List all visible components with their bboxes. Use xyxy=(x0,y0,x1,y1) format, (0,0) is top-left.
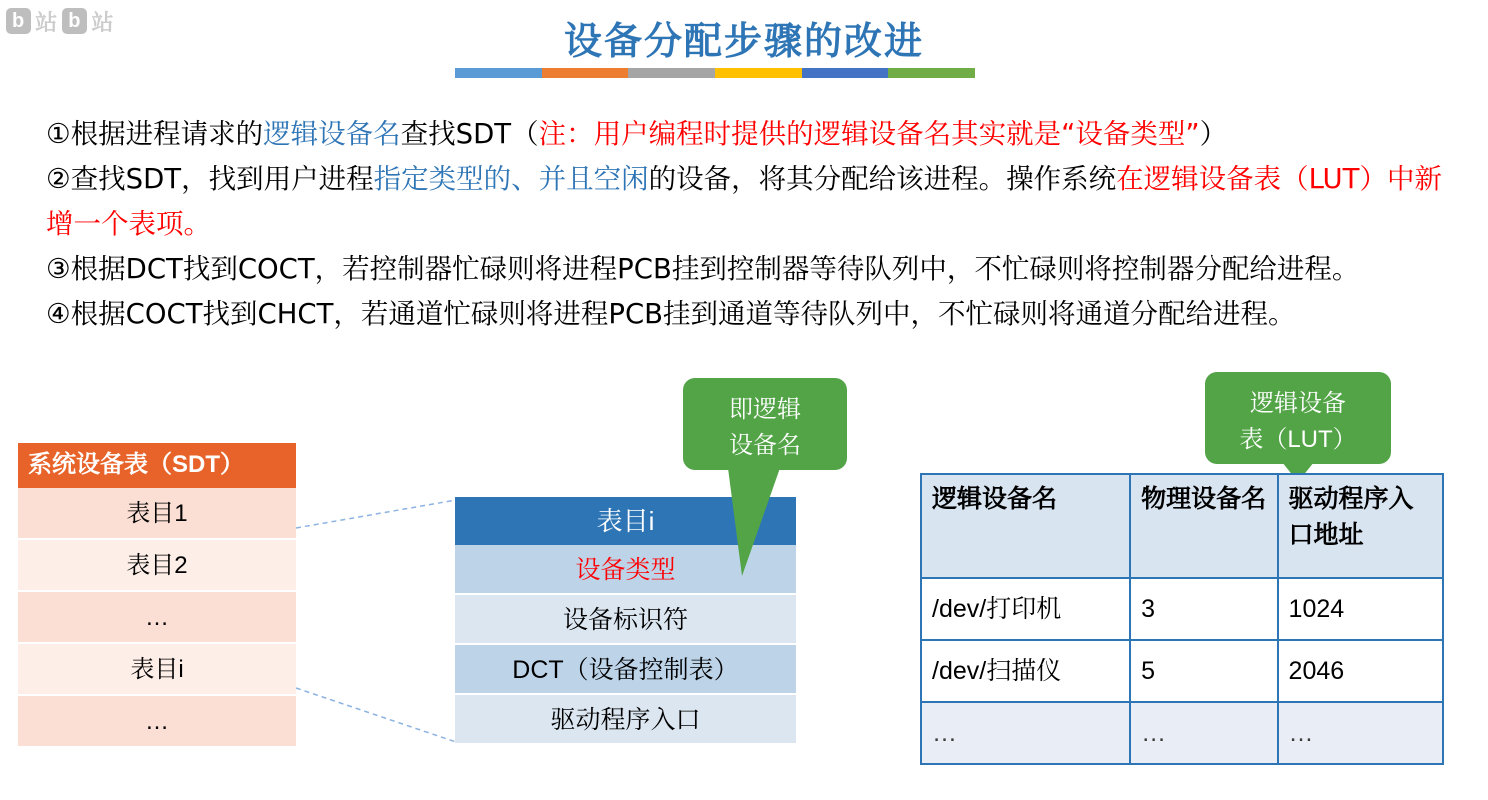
callout-two-line-2: 表（LUT） xyxy=(1239,426,1357,453)
step1-part-b: 逻辑设备名 xyxy=(263,118,401,150)
rule-segment-6 xyxy=(888,68,975,78)
step2-part-c: 的设备，将其分配给该进程。操作系统 xyxy=(648,163,1117,195)
detail-header: 表目i xyxy=(455,497,796,545)
step1-part-e: ） xyxy=(1199,118,1228,150)
lut-r2-c2: 5 xyxy=(1130,640,1277,702)
watermark-text-1: 站 xyxy=(35,9,59,35)
rule-segment-4 xyxy=(715,68,802,78)
lut-r3-c2: … xyxy=(1130,702,1277,764)
table-row xyxy=(921,578,1443,640)
callout-two-line-1: 逻辑设备 xyxy=(1250,390,1346,417)
step2-part-b: 指定类型的、并且空闲 xyxy=(373,163,649,195)
step1-part-d: 注：用户编程时提供的逻辑设备名其实就是“设备类型” xyxy=(538,118,1200,150)
step2-part-a: ②查找SDT，找到用户进程 xyxy=(46,163,374,195)
callout-logical-device-name xyxy=(683,378,847,470)
callout-one-tail xyxy=(728,468,780,576)
lut-col-driver-entry: 驱动程序入口地址 xyxy=(1278,474,1443,578)
detail-row-device-type: 设备类型 xyxy=(455,545,796,595)
rule-segment-5 xyxy=(802,68,889,78)
table-row xyxy=(921,640,1443,702)
lut-r3-c1: … xyxy=(921,702,1130,764)
lut-r1-c2: 3 xyxy=(1130,578,1277,640)
callout-one-line-1: 即逻辑 xyxy=(729,396,801,423)
step1-part-a: ①根据进程请求的 xyxy=(46,118,264,150)
step2-part-d: 在逻辑设备表（LUT）中新增一个表项。 xyxy=(46,163,1442,240)
lut-r2-c1: /dev/扫描仪 xyxy=(921,640,1130,702)
lut-col-logical-name: 逻辑设备名 xyxy=(921,474,1130,578)
sdt-header: 系统设备表（SDT） xyxy=(18,443,296,488)
rule-segment-3 xyxy=(628,68,715,78)
sdt-table xyxy=(18,443,296,748)
lut-r1-c3: 1024 xyxy=(1278,578,1443,640)
lut-r3-c3: … xyxy=(1278,702,1443,764)
callout-lut xyxy=(1205,372,1391,464)
step3-text: ③根据DCT找到COCT，若控制器忙碌则将进程PCB挂到控制器等待队列中，不忙碌则将控制器分配给进程。 xyxy=(46,253,1360,285)
table-row xyxy=(921,702,1443,764)
detail-row-device-id: 设备标识符 xyxy=(455,595,796,645)
detail-row-driver-entry: 驱动程序入口 xyxy=(455,695,796,745)
detail-row-dct: DCT（设备控制表） xyxy=(455,645,796,695)
step4-text: ④根据COCT找到CHCT，若通道忙碌则将进程PCB挂到通道等待队列中，不忙碌则将通道分配给进程。 xyxy=(46,298,1296,330)
watermark-badge-2: b xyxy=(62,8,87,34)
lut-table xyxy=(920,473,1444,765)
lut-r2-c3: 2046 xyxy=(1278,640,1443,702)
rule-segment-1 xyxy=(455,68,542,78)
connector-lines xyxy=(290,470,470,770)
lut-header-row xyxy=(921,474,1443,578)
callout-one-line-2: 设备名 xyxy=(729,432,801,459)
steps-paragraph xyxy=(46,112,1452,337)
rule-segment-2 xyxy=(542,68,629,78)
watermark-badge-1: b xyxy=(6,8,31,34)
sdt-row-1: 表目1 xyxy=(18,488,296,540)
sdt-row-2: 表目2 xyxy=(18,540,296,592)
sdt-row-5: … xyxy=(18,696,296,748)
sdt-row-3: … xyxy=(18,592,296,644)
watermark-text-2: 站 xyxy=(91,9,115,35)
lut-col-physical-name: 物理设备名 xyxy=(1130,474,1277,578)
slide-title: 设备分配步骤的改进 xyxy=(563,18,924,63)
step1-part-c: 查找SDT（ xyxy=(400,118,539,150)
lut-r1-c1: /dev/打印机 xyxy=(921,578,1130,640)
title-underline-rule xyxy=(455,68,975,78)
sdt-row-4: 表目i xyxy=(18,644,296,696)
